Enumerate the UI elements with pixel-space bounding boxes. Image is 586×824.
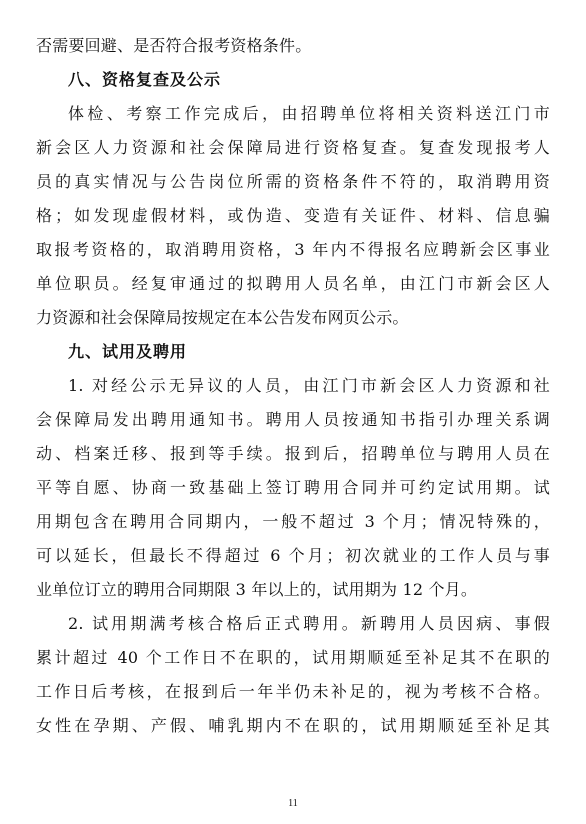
body-line: 动、档案迁移、报到等手续。报到后，招聘单位与聘用人员在 xyxy=(36,444,550,463)
body-line: 女性在孕期、产假、哺乳期内不在职的，试用期顺延至补足其 xyxy=(36,716,550,735)
body-line: 会保障局发出聘用通知书。聘用人员按通知书指引办理关系调 xyxy=(36,410,550,429)
body-line: 员的真实情况与公告岗位所需的资格条件不符的，取消聘用资 xyxy=(36,172,550,191)
body-line: 体检、考察工作完成后，由招聘单位将相关资料送江门市 xyxy=(68,104,550,123)
page-number: 11 xyxy=(288,798,298,809)
body-line: 1. 对经公示无异议的人员，由江门市新会区人力资源和社 xyxy=(68,376,550,395)
section-heading-8: 八、资格复查及公示 xyxy=(68,70,222,89)
body-line: 用期包含在聘用合同期内，一般不超过 3 个月；情况特殊的， xyxy=(36,512,550,531)
section-heading-9: 九、试用及聘用 xyxy=(68,342,188,361)
body-line: 单位职员。经复审通过的拟聘用人员名单，由江门市新会区人 xyxy=(36,274,550,293)
body-line: 新会区人力资源和社会保障局进行资格复查。复查发现报考人 xyxy=(36,138,550,157)
body-line: 取报考资格的，取消聘用资格，3 年内不得报名应聘新会区事业 xyxy=(36,240,550,259)
body-line: 2. 试用期满考核合格后正式聘用。新聘用人员因病、事假 xyxy=(68,614,550,633)
body-line: 格；如发现虚假材料，或伪造、变造有关证件、材料、信息骗 xyxy=(36,206,550,225)
body-line: 否需要回避、是否符合报考资格条件。 xyxy=(36,36,312,55)
body-line: 平等自愿、协商一致基础上签订聘用合同并可约定试用期。试 xyxy=(36,478,550,497)
body-line: 工作日后考核，在报到后一年半仍未补足的，视为考核不合格。 xyxy=(36,682,550,701)
body-line: 累计超过 40 个工作日不在职的，试用期顺延至补足其不在职的 xyxy=(36,648,550,667)
body-line: 力资源和社会保障局按规定在本公告发布网页公示。 xyxy=(36,308,409,327)
body-line: 可以延长，但最长不得超过 6 个月；初次就业的工作人员与事 xyxy=(36,546,550,565)
body-line: 业单位订立的聘用合同期限 3 年以上的，试用期为 12 个月。 xyxy=(36,580,478,599)
